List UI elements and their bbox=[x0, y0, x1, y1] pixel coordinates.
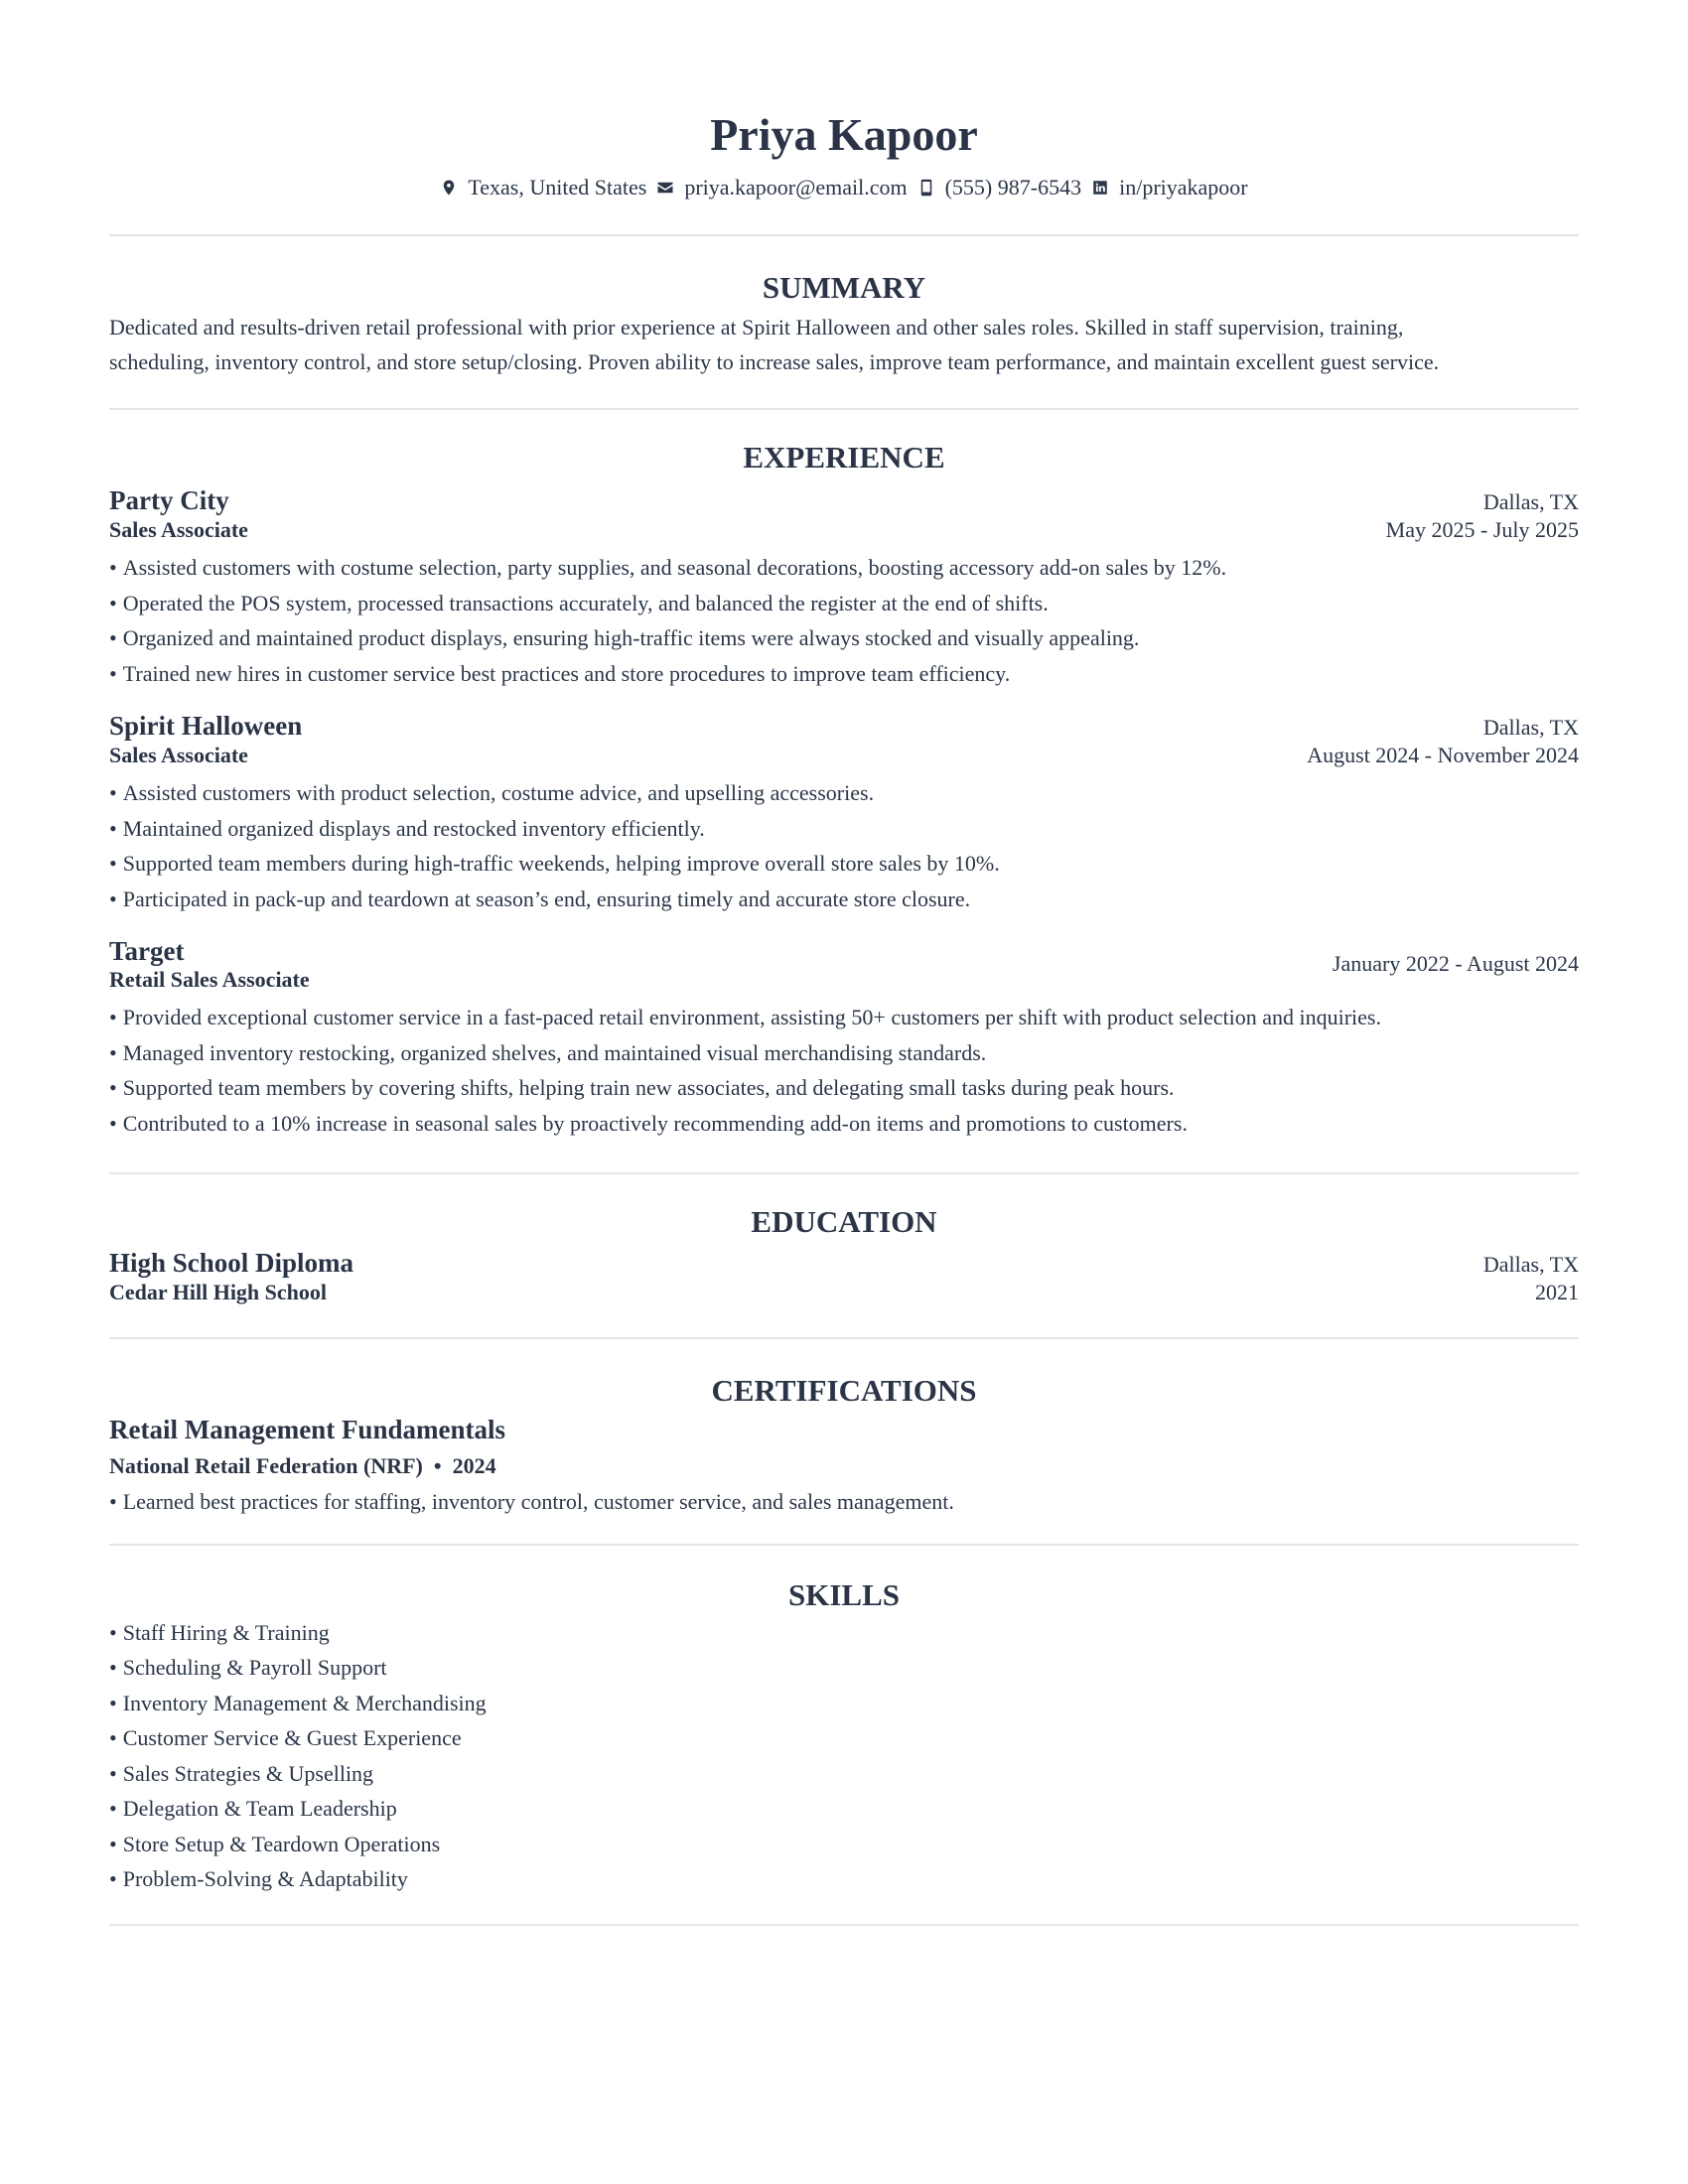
summary-section bbox=[109, 268, 1579, 379]
email-text[interactable]: priya.kapoor@email.com bbox=[684, 175, 908, 200]
phone-icon bbox=[917, 179, 935, 197]
school-name: Cedar Hill High School bbox=[109, 1280, 328, 1304]
location-country: United States bbox=[529, 175, 647, 200]
summary-heading: SUMMARY bbox=[762, 270, 926, 305]
certifications-heading: CERTIFICATIONS bbox=[711, 1373, 977, 1408]
summary-text bbox=[109, 310, 1579, 379]
skill-item: • Store Setup & Teardown Operations bbox=[109, 1827, 1579, 1862]
linkedin-icon bbox=[1091, 179, 1109, 197]
experience-entry bbox=[109, 934, 1579, 1141]
education-heading: EDUCATION bbox=[751, 1204, 937, 1239]
contact-phone[interactable] bbox=[917, 173, 1081, 203]
skill-item: • Problem-Solving & Adaptability bbox=[109, 1861, 1579, 1897]
separator-dot: • bbox=[428, 1453, 448, 1478]
job-role: Sales Associate bbox=[109, 517, 248, 542]
list-item: • Assisted customers with costume selection, party supplies, and seasonal decorations, boosting accessory add-on sales by 12%. bbox=[109, 550, 1579, 586]
experience-entry bbox=[109, 709, 1579, 916]
skill-item: • Staff Hiring & Training bbox=[109, 1615, 1579, 1651]
skill-item: • Customer Service & Guest Experience bbox=[109, 1720, 1579, 1756]
location-city: Texas, bbox=[468, 175, 524, 200]
envelope-icon bbox=[656, 179, 674, 197]
list-item: • Learned best practices for staffing, inventory control, customer service, and sales management. bbox=[109, 1484, 1579, 1520]
divider bbox=[109, 408, 1579, 410]
skill-item: • Delegation & Team Leadership bbox=[109, 1791, 1579, 1827]
list-item: • Participated in pack-up and teardown at season’s end, ensuring timely and accurate store closure. bbox=[109, 882, 1579, 917]
experience-section bbox=[109, 438, 1579, 1141]
skills-section bbox=[109, 1575, 1579, 1897]
school-location: Dallas, TX bbox=[1482, 1252, 1579, 1277]
list-item: • Assisted customers with product selection, costume advice, and upselling accessories. bbox=[109, 775, 1579, 811]
phone-text[interactable]: (555) 987-6543 bbox=[944, 175, 1082, 200]
contact-location bbox=[440, 173, 646, 203]
job-location: Dallas, TX bbox=[1482, 715, 1579, 740]
company-name: Spirit Halloween bbox=[109, 711, 303, 741]
list-item: • Maintained organized displays and restocked inventory efficiently. bbox=[109, 811, 1579, 847]
job-location: Dallas, TX bbox=[1482, 489, 1579, 514]
company-name: Target bbox=[109, 936, 185, 966]
graduation-year: 2021 bbox=[1535, 1280, 1579, 1304]
list-item: • Supported team members by covering shifts, helping train new associates, and delegating small tasks during peak hours. bbox=[109, 1070, 1579, 1106]
candidate-name: Priya Kapoor bbox=[710, 109, 978, 160]
job-dates: August 2024 - November 2024 bbox=[1307, 743, 1579, 767]
map-pin-icon bbox=[440, 179, 458, 197]
contact-email[interactable] bbox=[656, 173, 907, 203]
certification-year: 2024 bbox=[452, 1453, 496, 1478]
list-item: • Trained new hires in customer service best practices and store procedures to improve team efficiency. bbox=[109, 656, 1579, 692]
skill-item: • Scheduling & Payroll Support bbox=[109, 1650, 1579, 1686]
certification-issuer: National Retail Federation (NRF) bbox=[109, 1453, 423, 1478]
summary-line: scheduling, inventory control, and store setup/closing. Proven ability to increase sales, improve team performance, and maintain excellent guest service. bbox=[109, 349, 1440, 374]
list-item: • Contributed to a 10% increase in seasonal sales by proactively recommending add-on items and promotions to customers. bbox=[109, 1106, 1579, 1142]
divider bbox=[109, 1544, 1579, 1546]
experience-heading: EXPERIENCE bbox=[743, 440, 945, 475]
summary-line: Dedicated and results-driven retail professional with prior experience at Spirit Halloween and other sales roles. Skilled in staff supervision, training, bbox=[109, 315, 1404, 340]
divider bbox=[109, 1337, 1579, 1339]
list-item: • Organized and maintained product displays, ensuring high-traffic items were always stocked and visually appealing. bbox=[109, 620, 1579, 656]
certification-issuer-line bbox=[109, 1450, 1579, 1482]
contact-linkedin[interactable] bbox=[1091, 173, 1248, 203]
job-dates: May 2025 - July 2025 bbox=[1385, 517, 1579, 542]
divider bbox=[109, 1172, 1579, 1174]
list-item: • Provided exceptional customer service in a fast-paced retail environment, assisting 50+ customers per shift with product selection and inquiries. bbox=[109, 1000, 1579, 1035]
list-item: • Operated the POS system, processed transactions accurately, and balanced the register at the end of shifts. bbox=[109, 586, 1579, 621]
job-role: Sales Associate bbox=[109, 743, 248, 767]
divider bbox=[109, 234, 1579, 236]
job-bullets bbox=[109, 550, 1579, 691]
linkedin-text[interactable]: in/priyakapoor bbox=[1119, 175, 1248, 200]
skills-list bbox=[109, 1615, 1579, 1897]
skill-item: • Inventory Management & Merchandising bbox=[109, 1686, 1579, 1721]
job-role: Retail Sales Associate bbox=[109, 967, 310, 992]
certification-name: Retail Management Fundamentals bbox=[109, 1415, 505, 1444]
certifications-section bbox=[109, 1371, 1579, 1520]
resume-header bbox=[109, 0, 1579, 203]
job-bullets bbox=[109, 775, 1579, 916]
job-bullets bbox=[109, 1000, 1579, 1141]
certification-entry bbox=[109, 1413, 1579, 1520]
job-dates: January 2022 - August 2024 bbox=[1332, 951, 1579, 976]
education-section bbox=[109, 1202, 1579, 1308]
list-item: • Supported team members during high-traffic weekends, helping improve overall store sales by 10%. bbox=[109, 846, 1579, 882]
company-name: Party City bbox=[109, 485, 229, 515]
list-item: • Managed inventory restocking, organized shelves, and maintained visual merchandising standards. bbox=[109, 1035, 1579, 1071]
education-entry bbox=[109, 1246, 1579, 1308]
degree-name: High School Diploma bbox=[109, 1248, 354, 1278]
skills-heading: SKILLS bbox=[787, 1576, 900, 1612]
certification-bullets bbox=[109, 1484, 1579, 1520]
skill-item: • Sales Strategies & Upselling bbox=[109, 1756, 1579, 1792]
contact-line bbox=[109, 173, 1579, 203]
experience-entry bbox=[109, 483, 1579, 691]
divider bbox=[109, 1924, 1579, 1926]
